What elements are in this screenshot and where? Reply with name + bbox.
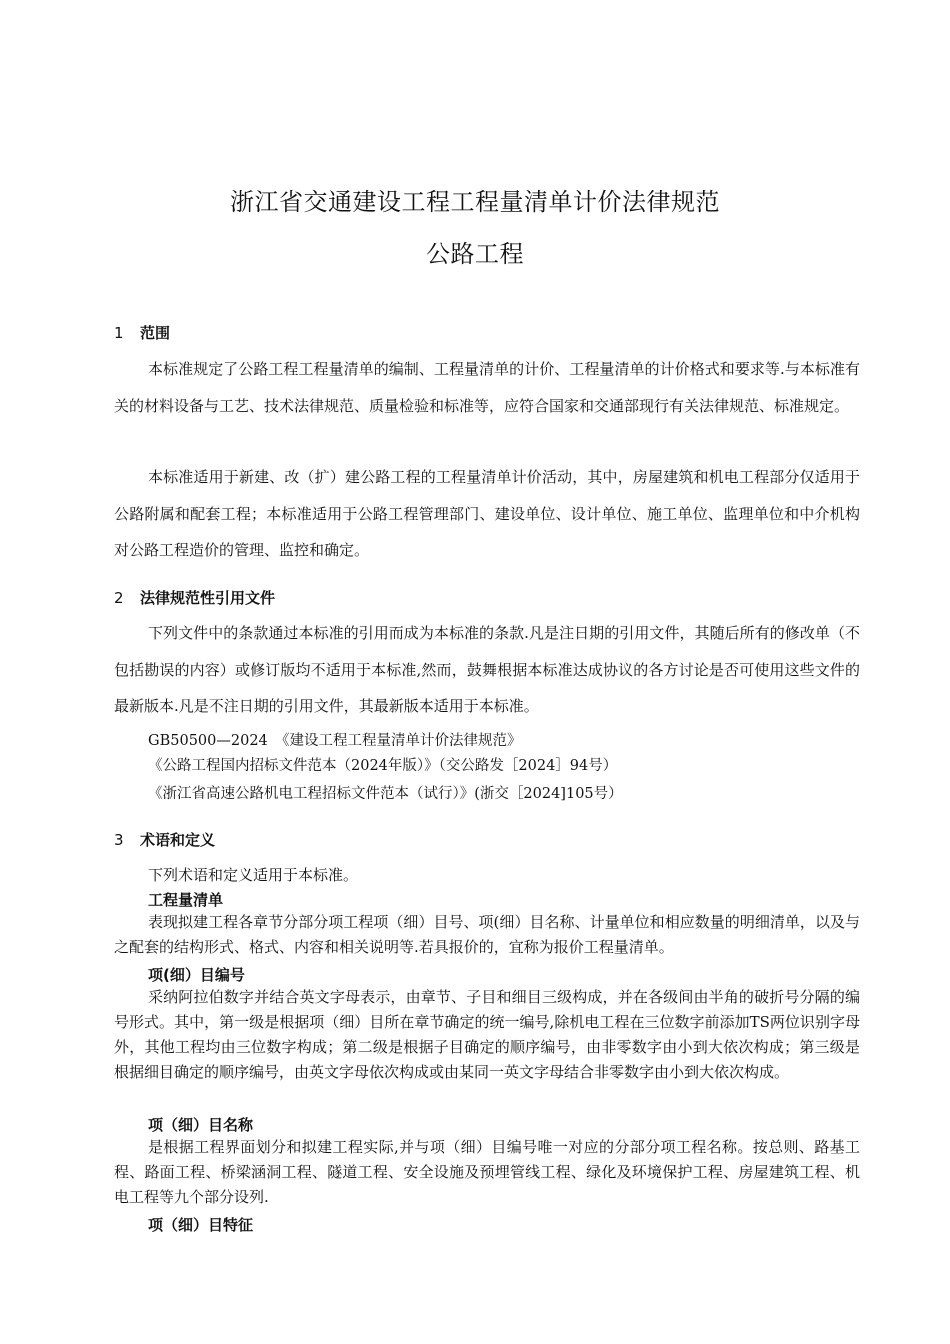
term-definition: 表现拟建工程各章节分部分项工程项（细）目号、项(细）目名称、计量单位和相应数量的明细清单，以及与之配套的结构形式、格式、内容和相关说明等.若具报价的，宜称为报价工程量清单。 — [114, 913, 860, 956]
page-title: 浙江省交通建设工程工程量清单计价法律规范 — [230, 188, 720, 216]
section-intro: 下列术语和定义适用于本标准。 — [148, 866, 359, 884]
section-heading-scope — [114, 322, 170, 343]
reference-item: 《浙江省高速公路机电工程招标文件范本（试行）》(浙交［2024]105号） — [148, 786, 623, 802]
section-heading-references — [114, 587, 275, 608]
term-heading: 项（细）目名称 — [148, 1116, 254, 1134]
section-title: 法律规范性引用文件 — [140, 589, 276, 607]
section-title: 范围 — [140, 324, 171, 342]
paragraph: 本标准适用于新建、改（扩）建公路工程的工程量清单计价活动，其中，房屋建筑和机电工程部分仅适用于公路附属和配套工程；本标准适用于公路工程管理部门、建设单位、设计单位、施工单位、监理单位和中介机构对公路工程造价的管理、监控和确定。 — [114, 468, 860, 559]
term-heading: 工程量清单 — [148, 891, 224, 909]
paragraph: 本标准规定了公路工程工程量清单的编制、工程量清单的计价、工程量清单的计价格式和要求等.与本标准有关的材料设备与工艺、技术法律规范、质量检验和标准等，应符合国家和交通部现行有关法律规范、标准规定。 — [114, 360, 860, 415]
term-definition: 采纳阿拉伯数字并结合英文字母表示，由章节、子目和细目三级构成，并在各级间由半角的破折号分隔的编号形式。其中，第一级是根据项（细）目所在章节确定的统一编号,除机电工程在三位数字前添加TS两位识别字母外，其他工程均由三位数字构成；第二级是根据子目确定的顺序编号，由非零数字由小到大依次构成；第三级是根据细目确定的顺序编号，由英文字母依次构成或由某同一英文字母结合非零数字由小到大依次构成。 — [114, 988, 860, 1081]
section-heading-terms — [114, 829, 215, 850]
term-heading: 项（细）目特征 — [148, 1216, 254, 1234]
term-heading: 项(细）目编号 — [148, 966, 245, 984]
section-title: 术语和定义 — [140, 831, 216, 849]
reference-item: 《公路工程国内招标文件范本（2024年版）》（交公路发［2024］94号） — [148, 758, 618, 774]
section-number: 3 — [114, 831, 124, 849]
page-subtitle: 公路工程 — [426, 240, 524, 268]
term-definition: 是根据工程界面划分和拟建工程实际,并与项（细）目编号唯一对应的分部分项工程名称。按总则、路基工程、路面工程、桥梁涵洞工程、隧道工程、安全设施及预埋管线工程、绿化及环境保护工程、房屋建筑工程、机电工程等九个部分设列. — [114, 1138, 860, 1206]
reference-item: GB50500—2024 《建设工程工程量清单计价法律规范》 — [148, 733, 522, 749]
section-number: 1 — [114, 324, 124, 342]
section-number: 2 — [114, 589, 124, 607]
paragraph: 下列文件中的条款通过本标准的引用而成为本标准的条款.凡是注日期的引用文件，其随后所有的修改单（不包括勘误的内容）或修订版均不适用于本标准,然而，鼓舞根据本标准达成协议的各方讨论是否可使用这些文件的最新版本.凡是不注日期的引用文件，其最新版本适用于本标准。 — [114, 624, 860, 715]
